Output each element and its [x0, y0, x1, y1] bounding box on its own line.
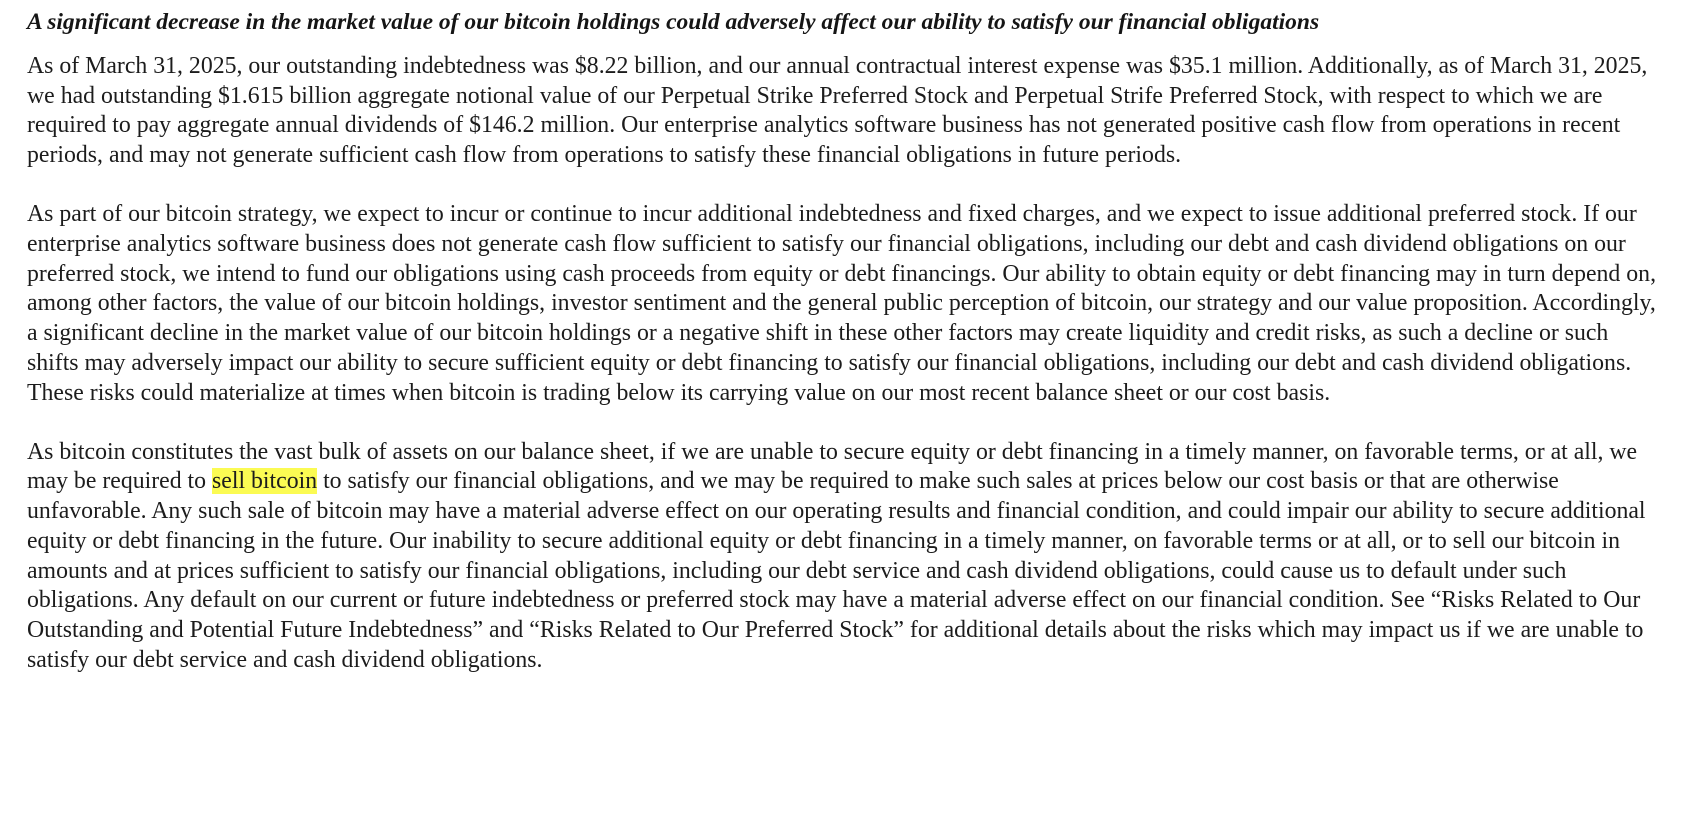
paragraph-sell-bitcoin — [27, 438, 1657, 676]
sell-bitcoin-highlight: sell bitcoin — [212, 468, 318, 495]
paragraph-text-before-highlight: As bitcoin constitutes the vast bulk of assets on our balance sheet, if we are unable to secure equity or debt financing in a timely manner, on favorable terms, or at all, we may be required to — [27, 438, 1638, 495]
paragraph-indebtedness: As of March 31, 2025, our outstanding indebtedness was $8.22 billion, and our annual contractual interest expense was $35.1 million. Additionally, as of March 31, 2025, we had outstanding $1.615 billion aggregate notional value of our Perpetual Strike Preferred Stock and Perpetual Strife Preferred Stock, with respect to which we are required to pay aggregate annual dividends of $146.2 million. Our enterprise analytics software business has not generated positive cash flow from operations in recent periods, and may not generate sufficient cash flow from operations to satisfy these financial obligations in future periods. — [27, 53, 1648, 169]
paragraph-text-after-highlight: to satisfy our financial obligations, and we may be required to make such sales at prices below our cost basis or that are otherwise unfavorable. Any such sale of bitcoin may have a material adverse effect on our operating results and financial condition, and could impair our ability to secure additional equity or debt financing in the future. Our inability to secure additional equity or debt financing in a timely manner, on favorable terms or at all, or to sell our bitcoin in amounts and at prices sufficient to satisfy our financial obligations, including our debt service and cash dividend obligations, could cause us to default under such obligations. Any default on our current or future indebtedness or preferred stock may have a material adverse effect on our financial condition. See “Risks Related to Our Outstanding and Potential Future Indebtedness” and “Risks Related to Our Preferred Stock” for additional details about the risks which may impact us if we are unable to satisfy our debt service and cash dividend obligations. — [27, 468, 1646, 673]
risk-factor-heading: A significant decrease in the market value of our bitcoin holdings could adversely affect our ability to satisfy our financial obligations — [27, 9, 1320, 35]
paragraph-bitcoin-strategy: As part of our bitcoin strategy, we expect to incur or continue to incur additional indebtedness and fixed charges, and we expect to issue additional preferred stock. If our enterprise analytics software business does not generate cash flow sufficient to satisfy our financial obligations, including our debt and cash dividend obligations on our preferred stock, we intend to fund our obligations using cash proceeds from equity or debt financings. Our ability to obtain equity or debt financing may in turn depend on, among other factors, the value of our bitcoin holdings, investor sentiment and the general public perception of bitcoin, our strategy and our value proposition. Accordingly, a significant decline in the market value of our bitcoin holdings or a negative shift in these other factors may create liquidity and credit risks, as such a decline or such shifts may adversely impact our ability to secure sufficient equity or debt financing to satisfy our financial obligations, including our debt and cash dividend obligations. These risks could materialize at times when bitcoin is trading below its carrying value on our most recent balance sheet or our cost basis. — [27, 201, 1657, 406]
